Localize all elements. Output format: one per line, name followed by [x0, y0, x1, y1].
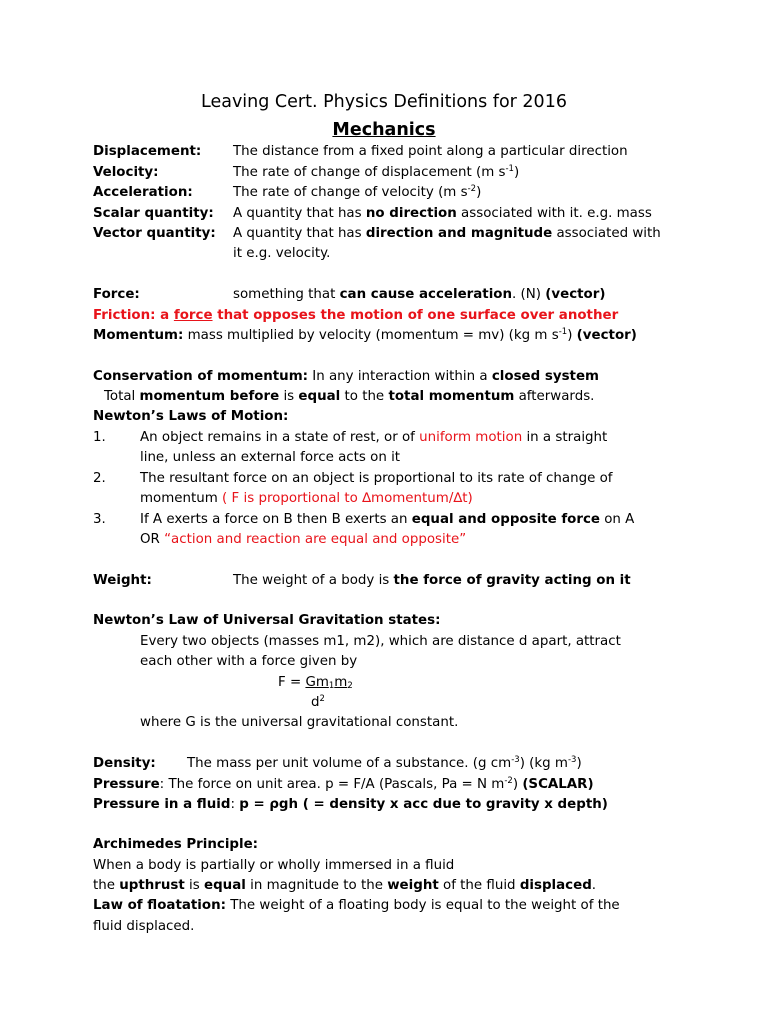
def-momentum: Momentum: mass multiplied by velocity (momentum = mv) (kg m $s^{-1}$) (vector): [93, 327, 637, 343]
archimedes-line1: When a body is partially or wholly immersed in a fluid: [93, 858, 455, 873]
term-weight: Weight:: [93, 573, 152, 588]
law1-number: 1.: [93, 430, 106, 445]
def-pressure: Pressure: The force on unit area. p = F/A (Pascals, Pa = N $m^{-2}$) (SCALAR): [93, 776, 594, 792]
newton-laws-heading: Newton’s Laws of Motion:: [93, 409, 289, 424]
def-weight: The weight of a body is the force of gravity acting on it: [233, 573, 631, 588]
law3-text-line2: OR “action and reaction are equal and opposite”: [140, 532, 467, 547]
def-acceleration: The rate of change of velocity (m $s^{-2}$): [233, 184, 482, 200]
term-velocity: Velocity:: [93, 165, 159, 180]
law2-text-line2: momentum ( F is proportional to ∆momentum/∆t): [140, 491, 473, 506]
archimedes-heading: Archimedes Principle:: [93, 837, 259, 852]
gravitation-line2: each other with a force given by: [140, 654, 358, 669]
term-vector: Vector quantity:: [93, 226, 216, 241]
archimedes-line2: the upthrust is equal in magnitude to the weight of the fluid displaced.: [93, 878, 597, 893]
gravitation-formula: $F = Gm_1m_2$: [278, 675, 353, 691]
gravitation-line1: Every two objects (masses m1, m2), which are distance d apart, attract: [140, 634, 621, 649]
gravitation-heading: Newton’s Law of Universal Gravitation states:: [93, 613, 441, 628]
def-pressure-fluid: Pressure in a fluid: p = ρgh ( = density x acc due to gravity x depth): [93, 797, 608, 812]
law1-text-line2: line, unless an external force acts on it: [140, 450, 401, 465]
law3-number: 3.: [93, 512, 106, 527]
law1-text: An object remains in a state of rest, or of uniform motion in a straight: [140, 430, 608, 445]
def-friction: Friction: a force that opposes the motion of one surface over another: [93, 308, 619, 323]
document-title: Leaving Cert. Physics Definitions for 2016: [201, 92, 567, 112]
term-density: Density:: [93, 756, 156, 771]
section-heading: Mechanics: [332, 120, 436, 140]
def-density: The mass per unit volume of a substance. (g $cm^{-3}$) (kg $m^{-3}$): [187, 755, 582, 771]
def-conservation-line2: Total momentum before is equal to the total momentum afterwards.: [104, 389, 595, 404]
def-floatation-line2: fluid displaced.: [93, 919, 195, 934]
def-floatation: Law of floatation: The weight of a floating body is equal to the weight of the: [93, 898, 620, 913]
gravitation-line3: where G is the universal gravitational constant.: [140, 715, 459, 730]
def-conservation: Conservation of momentum: In any interaction within a closed system: [93, 369, 599, 384]
def-velocity: The rate of change of displacement (m $s^{-1}$): [233, 164, 520, 180]
law2-number: 2.: [93, 471, 106, 486]
term-scalar: Scalar quantity:: [93, 206, 214, 221]
def-vector: A quantity that has direction and magnitude associated with: [233, 226, 661, 241]
term-displacement: Displacement:: [93, 144, 202, 159]
law2-text: The resultant force on an object is proportional to its rate of change of: [140, 471, 613, 486]
def-displacement: The distance from a fixed point along a particular direction: [233, 144, 628, 159]
formula-denominator: $d^2$: [311, 694, 325, 710]
def-vector-line2: it e.g. velocity.: [233, 246, 331, 261]
def-force: something that can cause acceleration. (N) (vector): [233, 287, 606, 302]
term-acceleration: Acceleration:: [93, 185, 193, 200]
def-scalar: A quantity that has no direction associated with it. e.g. mass: [233, 206, 652, 221]
term-force: Force:: [93, 287, 140, 302]
formula-numerator: $Gm_1m_2$: [305, 675, 353, 691]
law3-text: If A exerts a force on B then B exerts an equal and opposite force on A: [140, 512, 635, 527]
